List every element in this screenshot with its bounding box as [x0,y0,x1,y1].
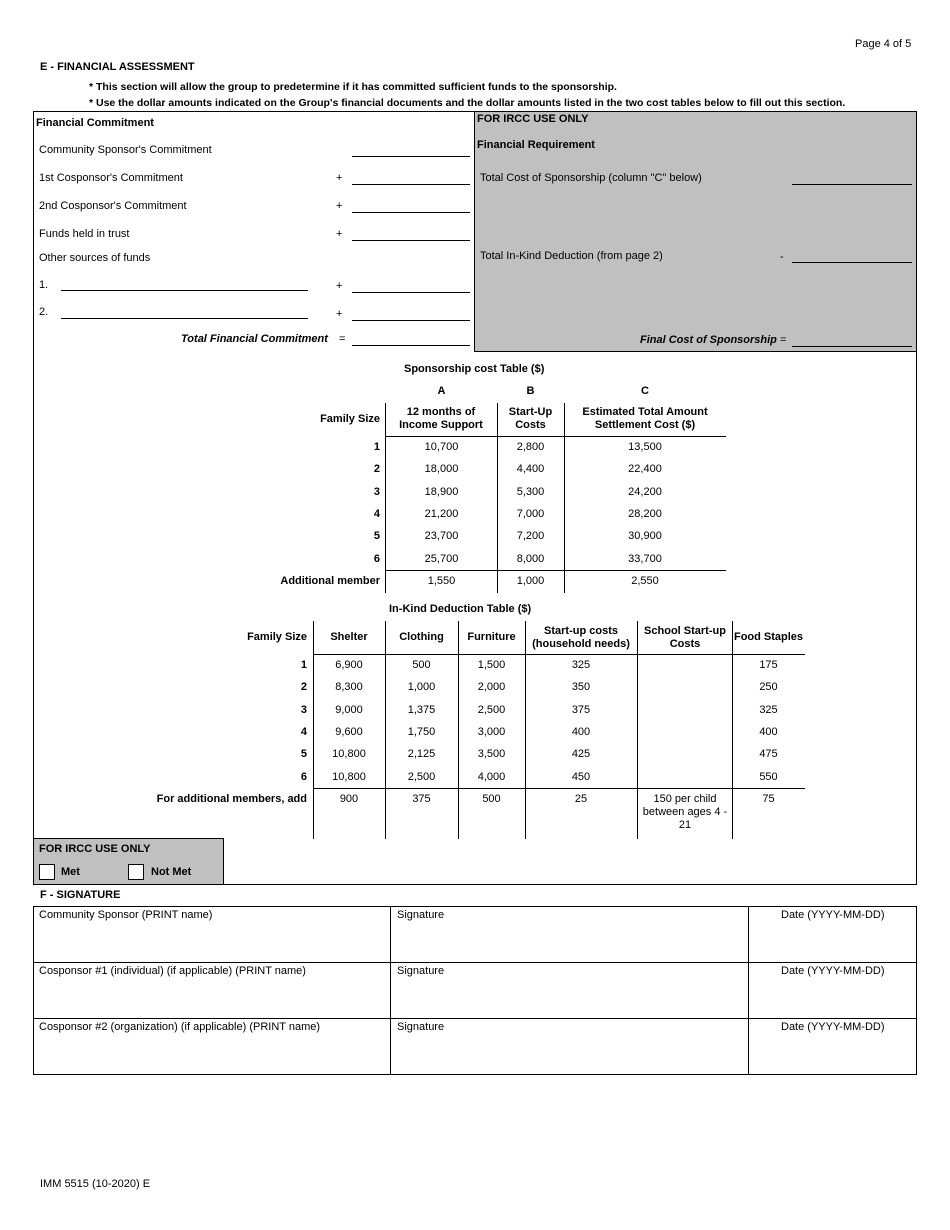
page-number: Page 4 of 5 [855,38,912,50]
inkind-cell: 4,000 [477,771,506,783]
total-cost-input[interactable] [792,169,912,185]
sponsorship-cell: 10,700 [424,441,459,453]
sponsorship-cell: 2,550 [631,575,659,587]
cosponsor2-commitment-input[interactable] [352,197,470,213]
inkind-cell: 1,750 [407,726,436,738]
inkind-cell: 400 [759,726,778,738]
inkind-cell: 10,800 [332,771,366,783]
plus-sign: + [336,200,343,212]
inkind-cell: 500 [482,793,501,805]
total-cost-label: Total Cost of Sponsorship (column "C" below) [480,172,702,184]
inkind-cell: 6,900 [335,659,363,671]
sponsorship-header-family-size: Family Size [320,413,380,425]
inkind-header-shelter: Shelter [330,631,368,643]
other-source-1-description-input[interactable] [61,275,308,291]
sponsorship-row-label: 2 [373,463,380,475]
signature-label: Signature [397,909,445,921]
table-divider [385,436,726,437]
table-divider [313,788,805,789]
sponsorship-cell: 18,000 [424,463,459,475]
sponsorship-cell: 28,200 [628,508,662,520]
sponsorship-header-total: Estimated Total Amount Settlement Cost ($) [582,406,708,431]
inkind-cell: 3,500 [477,748,506,760]
plus-sign: + [336,280,343,292]
sponsorship-table-title: Sponsorship cost Table ($) [404,363,545,375]
trust-funds-label: Funds held in trust [39,228,130,240]
commitment-heading: Financial Commitment [36,117,154,129]
table-divider [313,654,805,655]
inkind-cell: 3,000 [477,726,506,738]
signature-label: Signature [397,1021,445,1033]
trust-funds-input[interactable] [352,225,470,241]
sponsorship-row-label: 6 [373,553,380,565]
section-f-title: F - SIGNATURE [40,889,121,901]
inkind-cell: 2,500 [407,771,436,783]
inkind-cell: 1,375 [407,704,436,716]
community-sponsor-name-label: Community Sponsor (PRINT name) [39,909,213,921]
sponsorship-cell: 33,700 [628,553,662,565]
met-checkbox[interactable] [39,864,55,880]
sponsorship-cell: 8,000 [516,553,545,565]
sponsorship-row-label: 5 [373,530,380,542]
other-source-1-number: 1. [39,279,49,291]
sponsorship-cell: 21,200 [424,508,459,520]
inkind-cell: 375 [571,704,591,716]
cosponsor1-commitment-label: 1st Cosponsor's Commitment [39,172,183,184]
sponsorship-cell: 4,400 [516,463,545,475]
inkind-cell: 2,500 [477,704,506,716]
inkind-cell: 1,500 [477,659,506,671]
cosponsor2-commitment-label: 2nd Cosponsor's Commitment [39,200,187,212]
inkind-cell: 450 [571,771,591,783]
inkind-cell: 2,000 [477,681,506,693]
other-source-2-description-input[interactable] [61,303,308,319]
sponsorship-cell: 22,400 [628,463,662,475]
other-source-2-number: 2. [39,306,49,318]
sponsorship-cell: 7,200 [516,530,545,542]
sponsorship-row-label: 1 [373,441,380,453]
inkind-cell: 75 [762,793,775,805]
sponsorship-cell: 2,800 [516,441,545,453]
inkind-cell: 9,600 [335,726,363,738]
inkind-row-label: 3 [300,704,307,716]
plus-sign: + [336,308,343,320]
sponsorship-cell: 7,000 [516,508,545,520]
date-label: Date (YYYY-MM-DD) [781,1021,885,1033]
inkind-cell: 550 [759,771,778,783]
inkind-header-school: School Start-up Costs [644,625,726,650]
inkind-header-food: Food Staples [733,631,804,643]
sponsorship-row-label: 4 [373,508,380,520]
cosponsor1-commitment-input[interactable] [352,169,470,185]
section-e-title: E - FINANCIAL ASSESSMENT [40,61,195,73]
inkind-cell: 1,000 [407,681,436,693]
inkind-cell: 400 [571,726,591,738]
inkind-cell: 500 [412,659,431,671]
inkind-cell: 475 [759,748,778,760]
inkind-row-label: 6 [300,771,307,783]
sponsorship-cell: 25,700 [424,553,459,565]
inkind-cell: 9,000 [335,704,363,716]
cosponsor1-name-label: Cosponsor #1 (individual) (if applicable) (PRINT name) [39,965,306,977]
sponsorship-cell: 13,500 [628,441,662,453]
inkind-header-furniture: Furniture [467,631,516,643]
inkind-deduction-input[interactable] [792,247,912,263]
inkind-table-title: In-Kind Deduction Table ($) [389,603,532,615]
cosponsor2-name-label: Cosponsor #2 (organization) (if applicable) (PRINT name) [39,1021,321,1033]
total-commitment-input[interactable] [352,330,470,346]
inkind-row-label: 2 [300,681,307,693]
date-label: Date (YYYY-MM-DD) [781,965,885,977]
sponsorship-header-startup: Start-Up Costs [508,406,553,431]
section-e-note-2: * Use the dollar amounts indicated on the Group's financial documents and the dollar amounts listed in the two cost tables below to fill out this section. [89,97,846,109]
sponsorship-row-label: Additional member [280,575,380,587]
sponsorship-cell: 24,200 [628,486,662,498]
equals-sign: = [780,334,787,346]
column-letter-a: A [437,385,446,397]
not-met-checkbox[interactable] [128,864,144,880]
minus-sign: - [780,251,784,263]
inkind-cell: 325 [571,659,591,671]
sponsorship-cell: 23,700 [424,530,459,542]
inkind-header-clothing: Clothing [399,631,444,643]
column-letter-c: C [641,385,649,397]
sponsorship-cell: 18,900 [424,486,459,498]
inkind-cell: 325 [759,704,778,716]
date-label: Date (YYYY-MM-DD) [781,909,885,921]
plus-sign: + [336,172,343,184]
inkind-cell: 8,300 [335,681,363,693]
inkind-cell: 425 [571,748,591,760]
other-source-1-amount-input[interactable] [352,277,470,293]
community-commitment-label: Community Sponsor's Commitment [39,144,212,156]
not-met-label: Not Met [151,866,192,878]
sponsorship-row-label: 3 [373,486,380,498]
sponsorship-header-income-support: 12 months of Income Support [399,406,483,431]
total-commitment-label: Total Financial Commitment [181,333,328,345]
sponsorship-cell: 1,550 [427,575,456,587]
sponsorship-cell: 1,000 [516,575,545,587]
inkind-cell: 25 [574,793,588,805]
sponsorship-cell: 30,900 [628,530,662,542]
inkind-cell: 900 [339,793,359,805]
inkind-header-household: Start-up costs (household needs) [532,625,630,650]
signature-label: Signature [397,965,445,977]
met-label: Met [61,866,80,878]
inkind-cell: 250 [759,681,778,693]
inkind-deduction-label: Total In-Kind Deduction (from page 2) [480,250,663,262]
inkind-row-label: 5 [300,748,307,760]
inkind-row-label: For additional members, add [156,793,307,805]
plus-sign: + [336,228,343,240]
ircc-met-heading: FOR IRCC USE ONLY [39,843,151,855]
inkind-cell: 2,125 [407,748,436,760]
column-letter-b: B [526,385,535,397]
final-cost-label: Final Cost of Sponsorship [640,334,777,346]
inkind-header-family-size: Family Size [247,631,307,643]
section-e-note-1: * This section will allow the group to predetermine if it has committed sufficient funds to the sponsorship. [89,81,617,93]
inkind-row-label: 1 [300,659,307,671]
community-commitment-input[interactable] [352,141,470,157]
inkind-cell: 10,800 [332,748,366,760]
sponsorship-cell: 5,300 [516,486,545,498]
inkind-cell: 150 per child between ages 4 - 21 [642,793,728,831]
other-source-2-amount-input[interactable] [352,305,470,321]
inkind-cell: 375 [412,793,431,805]
form-footer-code: IMM 5515 (10-2020) E [40,1178,151,1190]
equals-sign: = [339,333,346,345]
final-cost-input[interactable] [792,331,912,347]
financial-requirement-heading: Financial Requirement [477,139,595,151]
inkind-row-label: 4 [300,726,307,738]
table-divider [385,570,726,571]
inkind-cell: 350 [571,681,591,693]
ircc-heading: FOR IRCC USE ONLY [477,113,589,125]
inkind-cell: 175 [759,659,778,671]
other-funds-label: Other sources of funds [39,252,151,264]
